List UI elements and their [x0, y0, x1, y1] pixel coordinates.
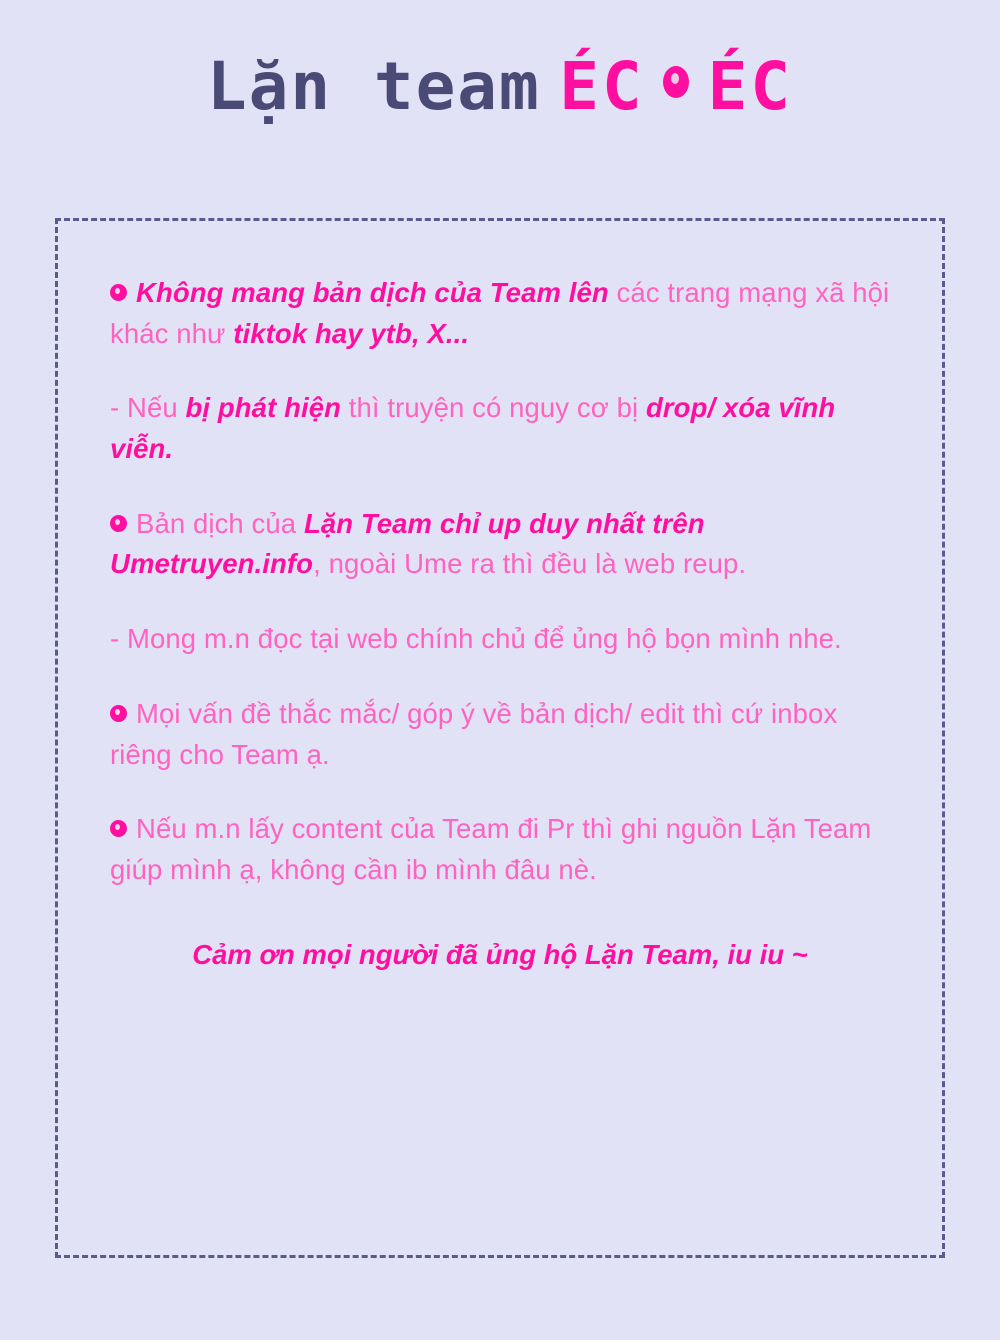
notice-item-2-seg-2: bị phát hiện	[185, 392, 349, 424]
title-main-text: Lặn team	[206, 48, 541, 125]
pink-dot-icon	[110, 820, 127, 837]
notice-item-2-seg-3: thì truyện có nguy cơ bị	[348, 392, 646, 424]
pink-dot-icon	[110, 705, 127, 722]
notice-item-5-seg-1: Mọi vấn đề thắc mắc/ góp ý về bản dịch/ edit thì cứ inbox riêng cho Team ạ.	[110, 697, 838, 770]
notice-item-2-seg-4: drop/ xóa vĩnh viễn.	[110, 392, 836, 465]
notice-item-6-seg-1: Nếu m.n lấy content của Team đi Pr thì ghi nguồn Lặn Team giúp mình ạ, không cần ib mình đâu nè.	[110, 813, 872, 885]
page-title	[0, 48, 1000, 125]
notice-box	[55, 218, 945, 1258]
notice-item-3-seg-2: Lặn Team chỉ up duy nhất trên Umetruyen.info	[110, 507, 705, 580]
closing-message: Cảm ơn mọi người đã ủng hộ Lặn Team, iu iu ~	[192, 938, 808, 970]
notice-item-1-seg-3: tiktok hay ytb, X...	[233, 317, 470, 349]
notice-item-1	[110, 273, 890, 354]
notice-item-6	[110, 809, 890, 890]
notice-item-2	[110, 388, 890, 469]
notice-item-4-seg-1: - Mong m.n đọc tại web chính chủ để ủng hộ bọn mình nhe.	[110, 623, 842, 655]
notice-content	[58, 221, 942, 974]
notice-item-5	[110, 694, 890, 775]
notice-item-2-seg-1: - Nếu	[110, 392, 186, 424]
pink-dot-icon	[110, 515, 127, 532]
notice-item-3-seg-3: , ngoài Ume ra thì đều là web reup.	[313, 548, 747, 580]
pink-dot-icon	[663, 66, 689, 98]
title-accent-left: ÉC	[559, 48, 645, 125]
notice-item-3	[110, 504, 890, 585]
notice-item-1-seg-1: Không mang bản dịch của Team lên	[136, 277, 617, 308]
notice-item-1-seg-2: các trang mạng xã hội khác như	[110, 277, 890, 349]
pink-dot-icon	[110, 284, 127, 301]
notice-item-4	[110, 619, 890, 660]
notice-item-3-seg-1: Bản dịch của	[136, 507, 304, 539]
title-accent-right: ÉC	[707, 48, 794, 125]
